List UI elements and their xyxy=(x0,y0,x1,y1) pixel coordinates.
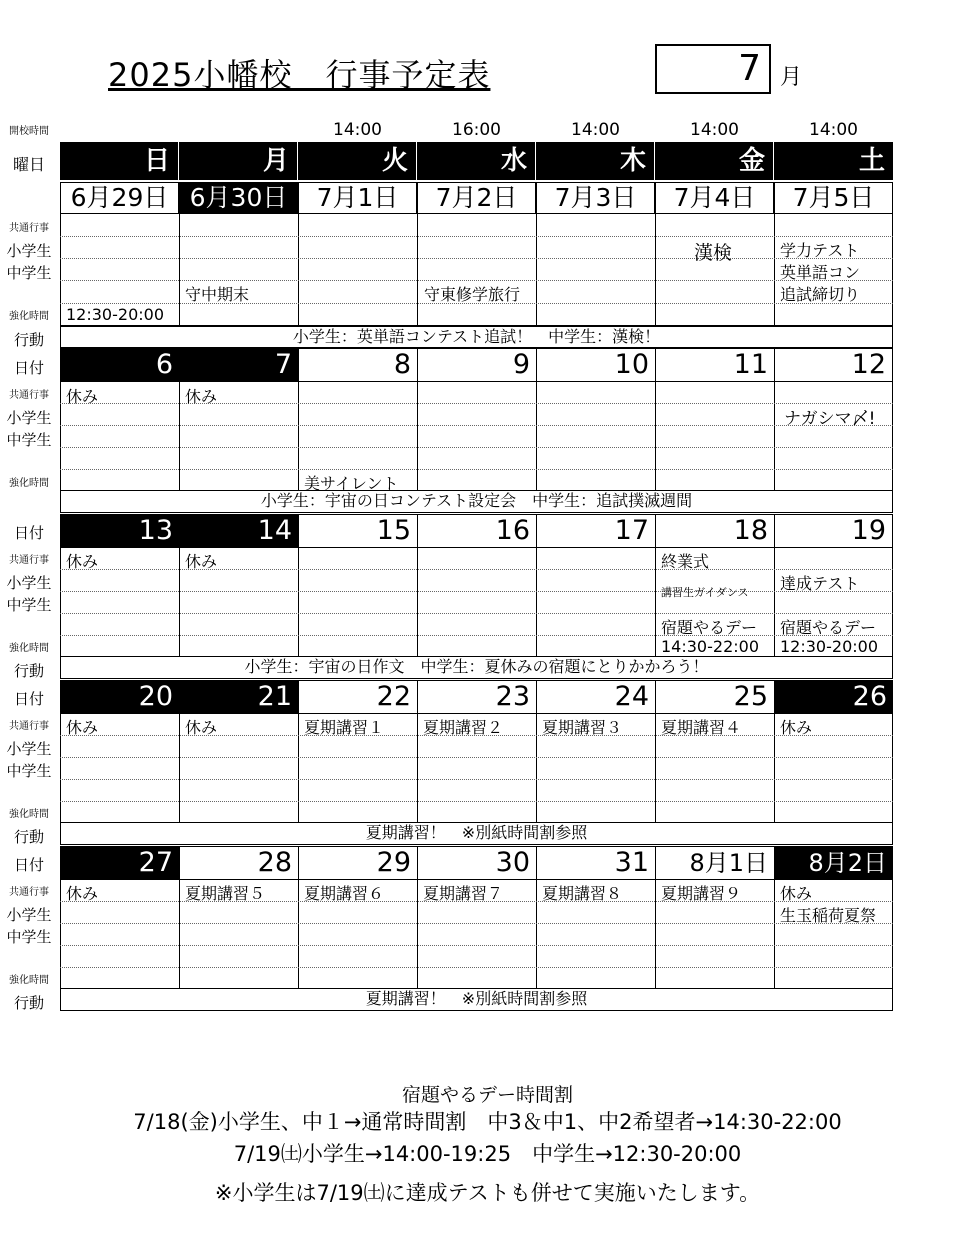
action-row-2: 小学生：宇宙の日作文 中学生：夏休みの宿題にとりかかろう！ xyxy=(60,657,893,679)
date-0-6: 7月5日 xyxy=(774,182,893,214)
open-time-sat: 14:00 xyxy=(809,120,858,140)
row-sep xyxy=(60,779,893,780)
event-kanken: 漢検 xyxy=(694,242,733,264)
weekday-wed: 水 xyxy=(417,142,536,180)
event-shugyoshiki: 終業式 xyxy=(661,552,710,571)
open-time-fri: 14:00 xyxy=(690,120,739,140)
row-sep xyxy=(60,613,893,614)
col-line xyxy=(536,879,537,989)
event-common: 夏期講習９ xyxy=(661,884,742,903)
event-tsuishi-deadline: 追試締切り xyxy=(780,285,861,304)
col-line xyxy=(774,214,775,326)
col-line xyxy=(536,547,537,657)
event-common: 休み xyxy=(66,718,99,737)
event-rest: 休み xyxy=(66,387,99,406)
junior-label: 中学生 xyxy=(6,431,52,449)
junior-label: 中学生 xyxy=(6,928,52,946)
event-common: 夏期講習１ xyxy=(304,718,385,737)
date-3-5: 25 xyxy=(655,680,774,713)
col-line xyxy=(774,879,775,989)
weekday-sat: 土 xyxy=(774,142,893,180)
action-label: 行動 xyxy=(13,662,44,680)
date-2-6: 19 xyxy=(774,514,893,547)
common-label: 共通行事 xyxy=(9,223,49,234)
date-3-4: 24 xyxy=(536,680,655,713)
event-gakuryoku-test: 学力テスト xyxy=(780,241,860,260)
open-time-thu: 14:00 xyxy=(571,120,620,140)
col-line xyxy=(298,381,299,491)
weekday-fri: 金 xyxy=(655,142,774,180)
row-sep xyxy=(60,635,893,636)
col-line xyxy=(298,879,299,989)
action-row-0: 小学生：英単語コンテスト追試！ 中学生：漢検！ xyxy=(60,326,893,348)
event-common: 夏期講習６ xyxy=(304,884,385,903)
intensive-label: 強化時間 xyxy=(9,809,49,820)
row-sep xyxy=(60,967,893,968)
date-4-4: 31 xyxy=(536,846,655,879)
event-common: 夏期講習４ xyxy=(661,718,742,737)
col-line xyxy=(536,381,537,491)
event-tassei-test: 達成テスト xyxy=(780,574,860,593)
row-sep xyxy=(60,447,893,448)
event-rest: 休み xyxy=(185,387,218,406)
col-line xyxy=(655,214,656,326)
elementary-label: 小学生 xyxy=(6,242,52,260)
row-sep xyxy=(60,280,893,281)
col-line xyxy=(774,547,775,657)
col-line xyxy=(179,879,180,989)
date-1-1: 7 xyxy=(179,348,298,381)
col-line xyxy=(536,713,537,823)
date-1-0: 6 xyxy=(60,348,179,381)
col-line xyxy=(179,547,180,657)
event-common: 休み xyxy=(66,884,99,903)
action-row-4: 夏期講習！ ※別紙時間割参照 xyxy=(60,989,893,1011)
event-rest: 休み xyxy=(66,552,99,571)
date-4-2: 29 xyxy=(298,846,417,879)
date-3-1: 21 xyxy=(179,680,298,713)
date-3-2: 22 xyxy=(298,680,417,713)
row-sep xyxy=(60,923,893,924)
event-guidance: 講習生ガイダンス xyxy=(661,586,749,599)
weekday-tue: 火 xyxy=(298,142,417,180)
date-4-3: 30 xyxy=(417,846,536,879)
date-3-3: 23 xyxy=(417,680,536,713)
row-sep xyxy=(60,236,893,237)
date-0-4: 7月3日 xyxy=(536,182,655,214)
common-label: 共通行事 xyxy=(9,887,49,898)
event-common: 夏期講習５ xyxy=(185,884,266,903)
weekday-label: 曜日 xyxy=(12,155,45,174)
event-nagashima: ナガシマ〆! xyxy=(784,409,876,429)
col-line xyxy=(417,879,418,989)
action-label: 行動 xyxy=(13,994,44,1012)
event-common: 夏期講習８ xyxy=(542,884,623,903)
event-common: 夏期講習３ xyxy=(542,718,623,737)
event-yaruday: 宿題やるデー xyxy=(661,618,758,637)
event-yaruday: 宿題やるデー xyxy=(780,618,877,637)
row-sep xyxy=(60,591,893,592)
intensive-label: 強化時間 xyxy=(9,311,49,322)
footer-line-1: 7/18(金)小学生、中１→通常時間割 中3＆中1、中2希望者→14:30-22:00 xyxy=(133,1110,842,1134)
date-4-1: 28 xyxy=(179,846,298,879)
event-common: 休み xyxy=(185,718,218,737)
date-2-1: 14 xyxy=(179,514,298,547)
date-2-5: 18 xyxy=(655,514,774,547)
row-sep xyxy=(60,801,893,802)
elementary-label: 小学生 xyxy=(6,740,52,758)
col-line xyxy=(417,547,418,657)
intensive-time: 12:30-20:00 xyxy=(780,637,878,656)
col-line xyxy=(298,547,299,657)
date-1-6: 12 xyxy=(774,348,893,381)
col-line xyxy=(655,547,656,657)
row-sep xyxy=(60,469,893,470)
date-3-0: 20 xyxy=(60,680,179,713)
date-0-0: 6月29日 xyxy=(60,182,179,214)
weekday-sun: 日 xyxy=(60,142,179,180)
date-1-2: 8 xyxy=(298,348,417,381)
date-2-3: 16 xyxy=(417,514,536,547)
intensive-time: 14:30-22:00 xyxy=(661,637,759,656)
event-bisilent: 美サイレント xyxy=(304,474,399,493)
date-0-1: 6月30日 xyxy=(179,182,298,214)
footer-heading: 宿題やるデー時間割 xyxy=(401,1084,573,1106)
event-morinaka-exam: 守中期末 xyxy=(185,285,250,304)
date-label: 日付 xyxy=(13,856,44,874)
page-title: 2025小幡校 行事予定表 xyxy=(108,56,491,94)
col-line xyxy=(655,713,656,823)
footer-line-3: ※小学生は7/19㈯に達成テストも併せて実施いたします。 xyxy=(214,1181,761,1205)
row-sep xyxy=(60,757,893,758)
date-4-6: 8月2日 xyxy=(774,846,893,879)
intensive-time: 12:30-20:00 xyxy=(66,305,164,324)
col-line xyxy=(774,381,775,491)
row-sep xyxy=(60,945,893,946)
weekday-mon: 月 xyxy=(179,142,298,180)
junior-label: 中学生 xyxy=(6,596,52,614)
action-label: 行動 xyxy=(13,331,44,349)
date-1-3: 9 xyxy=(417,348,536,381)
weekday-thu: 木 xyxy=(536,142,655,180)
date-2-0: 13 xyxy=(60,514,179,547)
date-1-5: 11 xyxy=(655,348,774,381)
open-time-wed: 16:00 xyxy=(452,120,501,140)
elementary-label: 小学生 xyxy=(6,906,52,924)
week-0-body xyxy=(60,214,893,326)
col-line xyxy=(655,381,656,491)
col-line xyxy=(179,381,180,491)
month-box: 7 xyxy=(655,44,771,94)
common-label: 共通行事 xyxy=(9,555,49,566)
date-1-4: 10 xyxy=(536,348,655,381)
event-matsuri: 生玉稲荷夏祭 xyxy=(780,906,877,925)
col-line xyxy=(417,713,418,823)
col-line xyxy=(179,713,180,823)
date-0-3: 7月2日 xyxy=(417,182,536,214)
row-sep xyxy=(60,425,893,426)
event-common: 休み xyxy=(780,884,813,903)
intensive-label: 強化時間 xyxy=(9,975,49,986)
footer-line-2: 7/19㈯小学生→14:00-19:25 中学生→12:30-20:00 xyxy=(233,1142,742,1166)
col-line xyxy=(774,713,775,823)
row-sep xyxy=(60,258,893,259)
event-common: 夏期講習２ xyxy=(423,718,504,737)
col-line xyxy=(298,214,299,326)
event-eitango-con: 英単語コン xyxy=(780,263,861,282)
elementary-label: 小学生 xyxy=(6,574,52,592)
month-suffix: 月 xyxy=(780,65,803,90)
open-time-tue: 14:00 xyxy=(333,120,382,140)
date-4-0: 27 xyxy=(60,846,179,879)
col-line xyxy=(298,713,299,823)
event-common: 休み xyxy=(780,718,813,737)
common-label: 共通行事 xyxy=(9,390,49,401)
date-label: 日付 xyxy=(13,690,44,708)
junior-label: 中学生 xyxy=(6,264,52,282)
intensive-label: 強化時間 xyxy=(9,643,49,654)
date-label: 日付 xyxy=(13,359,44,377)
col-line xyxy=(655,879,656,989)
elementary-label: 小学生 xyxy=(6,409,52,427)
event-rest: 休み xyxy=(185,552,218,571)
date-4-5: 8月1日 xyxy=(655,846,774,879)
date-0-2: 7月1日 xyxy=(298,182,417,214)
date-label: 日付 xyxy=(13,524,44,542)
intensive-label: 強化時間 xyxy=(9,478,49,489)
col-line xyxy=(179,214,180,326)
action-row-3: 夏期講習！ ※別紙時間割参照 xyxy=(60,823,893,845)
action-row-1: 小学生：宇宙の日コンテスト設定会 中学生：追試撲滅週間 xyxy=(60,491,893,513)
date-2-2: 15 xyxy=(298,514,417,547)
action-label: 行動 xyxy=(13,828,44,846)
event-morihigashi-trip: 守東修学旅行 xyxy=(424,285,521,304)
col-line xyxy=(536,214,537,326)
common-label: 共通行事 xyxy=(9,721,49,732)
junior-label: 中学生 xyxy=(6,762,52,780)
open-time-label: 開校時間 xyxy=(9,126,49,137)
date-3-6: 26 xyxy=(774,680,893,713)
col-line xyxy=(417,214,418,326)
col-line xyxy=(417,381,418,491)
event-common: 夏期講習７ xyxy=(423,884,504,903)
date-0-5: 7月4日 xyxy=(655,182,774,214)
date-2-4: 17 xyxy=(536,514,655,547)
